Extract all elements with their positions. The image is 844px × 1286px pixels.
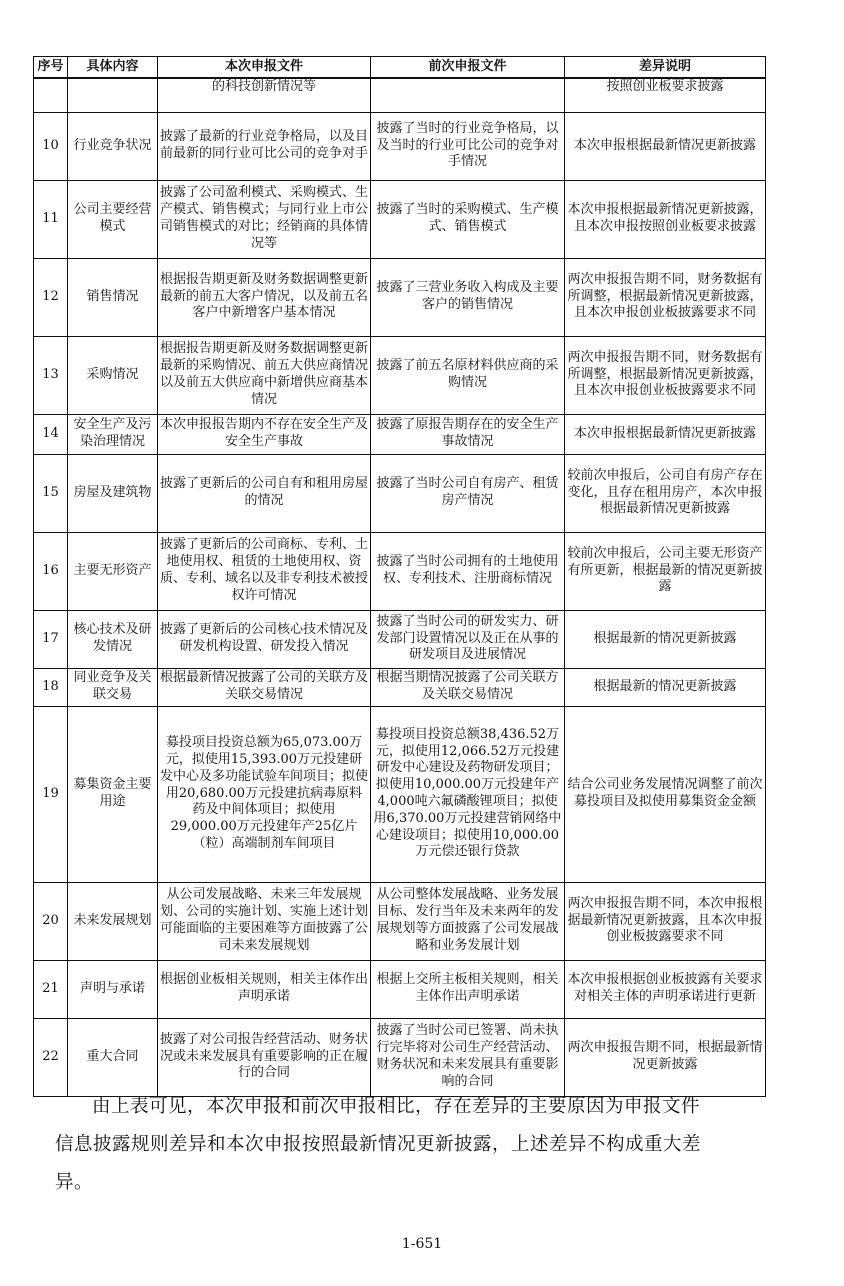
row-difference: 根据最新的情况更新披露	[565, 610, 766, 668]
row-previous-filing: 披露了三营业务收入构成及主要客户的销售情况	[371, 258, 565, 336]
row-difference: 结合公司业务发展情况调整了前次募投项目及拟使用募集资金金额	[565, 706, 766, 882]
table-row	[34, 960, 766, 1018]
table-row	[34, 112, 766, 180]
table-header-row	[34, 57, 766, 79]
row-difference: 根据最新的情况更新披露	[565, 668, 766, 706]
header-current: 本次申报文件	[158, 57, 371, 79]
comparison-table	[33, 56, 766, 1097]
row-item: 公司主要经营模式	[68, 180, 158, 258]
row-current-filing: 从公司发展战略、未来三年发展规划、公司的实施计划、实施上述计划可能面临的主要困难等方面披露了公司未来发展规划	[158, 882, 371, 960]
row-number: 12	[34, 258, 68, 336]
row-difference: 本次申报根据创业板披露有关要求对相关主体的声明承诺进行更新	[565, 960, 766, 1018]
row-previous-filing: 披露了前五名原材料供应商的采购情况	[371, 336, 565, 414]
table-row	[34, 668, 766, 706]
row-difference: 较前次申报后，公司主要无形资产有所更新，根据最新的情况更新披露	[565, 532, 766, 610]
row-current-filing: 本次申报报告期内不存在安全生产及安全生产事故	[158, 414, 371, 454]
row-difference: 本次申报根据最新情况更新披露，且本次申报按照创业板要求披露	[565, 180, 766, 258]
row-number: 22	[34, 1018, 68, 1096]
row-difference: 按照创业板要求披露	[565, 78, 766, 112]
header-previous: 前次申报文件	[371, 57, 565, 79]
row-item: 同业竞争及关联交易	[68, 668, 158, 706]
row-number	[34, 78, 68, 112]
row-previous-filing: 从公司整体发展战略、业务发展目标、发行当年及未来两年的发展规划等方面披露了公司发展战略和业务发展计划	[371, 882, 565, 960]
row-current-filing: 披露了更新后的公司核心技术情况及研发机构设置、研发投入情况	[158, 610, 371, 668]
row-number: 19	[34, 706, 68, 882]
row-number: 15	[34, 454, 68, 532]
conclusion-line-3: 异。	[55, 1172, 94, 1193]
row-item: 采购情况	[68, 336, 158, 414]
row-difference: 两次申报报告期不同，财务数据有所调整，根据最新情况更新披露，且本次申报创业板披露要求不同	[565, 258, 766, 336]
row-number: 14	[34, 414, 68, 454]
row-item: 核心技术及研发情况	[68, 610, 158, 668]
row-number: 20	[34, 882, 68, 960]
row-difference: 两次申报报告期不同，根据最新情况更新披露	[565, 1018, 766, 1096]
table-row	[34, 610, 766, 668]
row-current-filing: 披露了最新的行业竞争格局，以及目前最新的同行业可比公司的竞争对手	[158, 112, 371, 180]
row-previous-filing: 披露了当时的采购模式、生产模式、销售模式	[371, 180, 565, 258]
conclusion-line-1: 由上表可见，本次申报和前次申报相比，存在差异的主要原因为申报文件	[92, 1096, 701, 1117]
row-previous-filing: 披露了当时公司已签署、尚未执行完毕将对公司生产经营活动、财务状况和未来发展具有重要影响的合同	[371, 1018, 565, 1096]
row-item: 房屋及建筑物	[68, 454, 158, 532]
row-difference: 本次申报根据最新情况更新披露	[565, 112, 766, 180]
row-number: 13	[34, 336, 68, 414]
table-row	[34, 414, 766, 454]
row-number: 18	[34, 668, 68, 706]
row-current-filing: 根据报告期更新及财务数据调整更新最新的前五大客户情况，以及前五名客户中新增客户基本情况	[158, 258, 371, 336]
row-previous-filing: 募投项目投资总额38,436.52万元，拟使用12,066.52万元投建研发中心建设及药物研发项目；拟使用10,000.00万元投建年产4,000吨六氟磷酸锂项目；拟使用6,370.00万元投建营销网络中心建设项目；拟使用10,000.00万元偿还银行贷款	[371, 706, 565, 882]
table-row	[34, 258, 766, 336]
table-row	[34, 78, 766, 112]
row-item: 销售情况	[68, 258, 158, 336]
row-current-filing: 披露了公司盈利模式、采购模式、生产模式、销售模式；与同行业上市公司销售模式的对比；经销商的具体情况等	[158, 180, 371, 258]
row-current-filing: 的科技创新情况等	[158, 78, 371, 112]
table-row	[34, 180, 766, 258]
table-body	[34, 78, 766, 1096]
table-row	[34, 336, 766, 414]
row-number: 10	[34, 112, 68, 180]
row-current-filing: 根据最新情况披露了公司的关联方及关联交易情况	[158, 668, 371, 706]
row-previous-filing: 披露了当时公司的研发实力、研发部门设置情况以及正在从事的研发项目及进展情况	[371, 610, 565, 668]
row-current-filing: 披露了更新后的公司自有和租用房屋的情况	[158, 454, 371, 532]
row-difference: 较前次申报后，公司自有房产存在变化，且存在租用房产，本次申报根据最新情况更新披露	[565, 454, 766, 532]
row-item: 未来发展规划	[68, 882, 158, 960]
row-current-filing: 募投项目投资总额为65,073.00万元，拟使用15,393.00万元投建研发中心及多功能试验车间项目；拟使用20,680.00万元投建抗病毒原料药及中间体项目；拟使用29,000.00万元投建年产25亿片（粒）高端制剂车间项目	[158, 706, 371, 882]
header-item: 具体内容	[68, 57, 158, 79]
row-previous-filing: 披露了当时的行业竞争格局，以及当时的行业可比公司的竞争对手情况	[371, 112, 565, 180]
row-current-filing: 披露了对公司报告经营活动、财务状况或未来发展具有重要影响的正在履行的合同	[158, 1018, 371, 1096]
row-item	[68, 78, 158, 112]
row-item: 行业竞争状况	[68, 112, 158, 180]
row-previous-filing: 根据上交所主板相关规则，相关主体作出声明承诺	[371, 960, 565, 1018]
row-item: 安全生产及污染治理情况	[68, 414, 158, 454]
row-current-filing: 根据创业板相关规则，相关主体作出声明承诺	[158, 960, 371, 1018]
table-row	[34, 706, 766, 882]
row-previous-filing: 披露了当时公司拥有的土地使用权、专利技术、注册商标情况	[371, 532, 565, 610]
row-number: 11	[34, 180, 68, 258]
row-item: 募集资金主要用途	[68, 706, 158, 882]
conclusion-line-2: 信息披露规则差异和本次申报按照最新情况更新披露，上述差异不构成重大差	[55, 1134, 702, 1155]
table-row	[34, 454, 766, 532]
row-number: 16	[34, 532, 68, 610]
row-previous-filing: 披露了当时公司自有房产、租赁房产情况	[371, 454, 565, 532]
row-previous-filing: 披露了原报告期存在的安全生产事故情况	[371, 414, 565, 454]
row-current-filing: 根据报告期更新及财务数据调整更新最新的采购情况、前五大供应商情况以及前五大供应商中新增供应商基本情况	[158, 336, 371, 414]
row-previous-filing	[371, 78, 565, 112]
row-number: 21	[34, 960, 68, 1018]
header-diff: 差异说明	[565, 57, 766, 79]
table-row	[34, 532, 766, 610]
row-number: 17	[34, 610, 68, 668]
header-no: 序号	[34, 57, 68, 79]
row-difference: 本次申报根据最新情况更新披露	[565, 414, 766, 454]
table-row	[34, 882, 766, 960]
row-item: 主要无形资产	[68, 532, 158, 610]
row-difference: 两次申报报告期不同，本次申报根据最新情况更新披露，且本次申报创业板披露要求不同	[565, 882, 766, 960]
page-number: 1-651	[401, 1236, 443, 1252]
table-row	[34, 1018, 766, 1096]
row-item: 重大合同	[68, 1018, 158, 1096]
row-item: 声明与承诺	[68, 960, 158, 1018]
row-current-filing: 披露了更新后的公司商标、专利、土地使用权、租赁的土地使用权、资质、专利、域名以及非专利技术被授权许可情况	[158, 532, 371, 610]
row-previous-filing: 根据当期情况披露了公司关联方及关联交易情况	[371, 668, 565, 706]
row-difference: 两次申报报告期不同，财务数据有所调整，根据最新情况更新披露，且本次申报创业板披露要求不同	[565, 336, 766, 414]
